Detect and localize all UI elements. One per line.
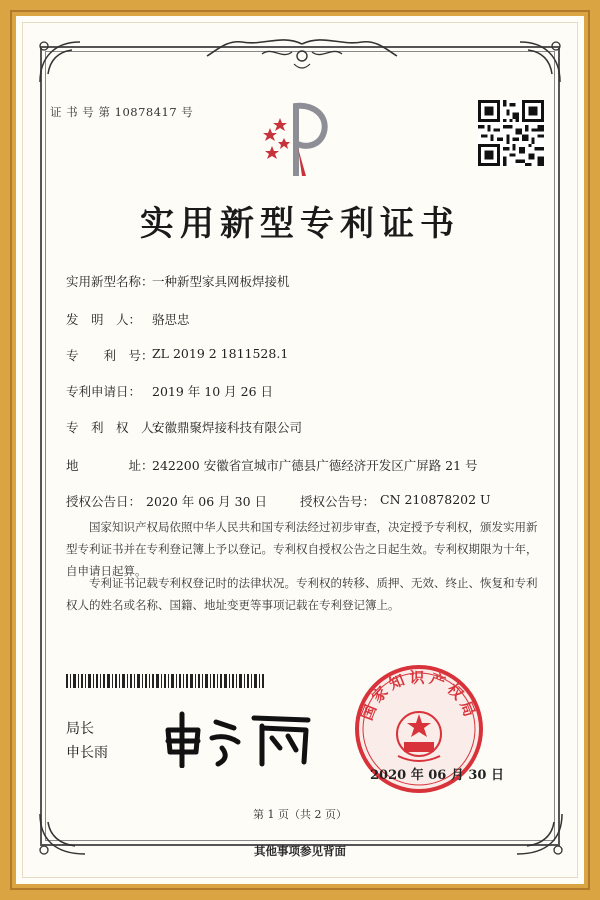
qr-code-icon [478,100,544,166]
page-title: 实用新型专利证书 [140,204,460,244]
signature-name: 申长雨 [66,745,108,761]
announce-number-value: CN 210878202 U [380,492,491,507]
field-value-address: 242200 安徽省宣城市广德县广德经济开发区广屏路 21 号 [152,458,478,473]
cnipa-logo-icon [262,98,330,178]
top-ornament-icon [202,36,402,76]
handwritten-signature [160,708,320,768]
corner-ornament-top-left-icon [30,32,90,92]
field-label-address: 地 址： [66,458,154,473]
footer-note: 其他事项参见背面 [254,844,346,858]
paragraph-grant: 国家知识产权局依照中华人民共和国专利法经过初步审查，决定授予专利权，颁发实用新型专利证书并在专利登记簿上予以登记。专利权自授权公告之日起生效。专利权期限为十年，自申请日起算。 [66,520,538,578]
field-label-name: 实用新型名称： [66,274,154,289]
announce-number-label: 授权公告号： [300,494,376,509]
paragraph-legal-status: 专利证书记载专利权登记时的法律状况。专利权的转移、质押、无效、终止、恢复和专利权人的姓名或名称、国籍、地址变更等事项记载在专利登记簿上。 [66,576,538,612]
field-value-name: 一种新型家具网板焊接机 [152,274,290,289]
field-value-patentee: 安徽鼎聚焊接科技有限公司 [152,420,303,435]
field-value-application-date: 2019 年 10 月 26 日 [152,384,273,399]
corner-ornament-top-right-icon [510,32,570,92]
certificate-number: 证 书 号 第 10878417 号 [50,105,194,119]
announce-date-label: 授权公告日： [66,494,142,509]
signature-role: 局长 [66,721,94,737]
field-value-inventor: 骆思忠 [152,312,190,327]
seal-text: 国家知识产权局 [357,668,481,723]
field-value-patent-no: ZL 2019 2 1811528.1 [152,346,289,361]
page-number: 第 1 页（共 2 页） [253,808,347,821]
field-label-inventor: 发 明 人： [66,312,142,327]
field-label-application-date: 专利申请日： [66,384,142,399]
barcode-icon [66,674,266,688]
field-label-patent-no: 专 利 号： [66,348,154,363]
announce-date-value: 2020 年 06 月 30 日 [146,494,267,509]
seal-date: 2020 年 06 月 30 日 [370,768,504,783]
field-label-patentee: 专 利 权 人： [66,420,167,435]
